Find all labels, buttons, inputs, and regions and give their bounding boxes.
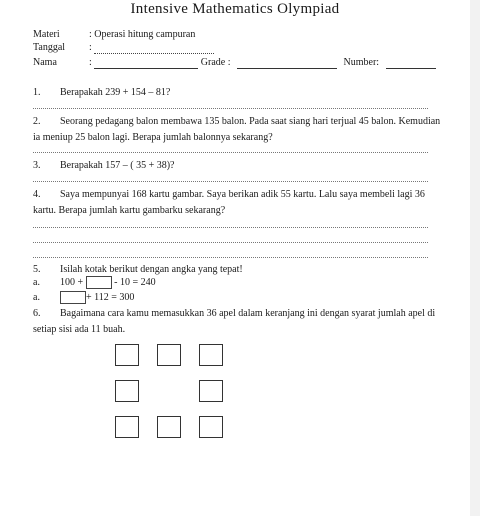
tanggal-colon: : [89,42,92,53]
question-text: Bagaimana cara kamu memasukkan 36 apel dalam keranjang ini dengan syarat jumlah apel di setiap sisi ada 11 buah. [33,308,436,335]
answer-line[interactable] [33,108,428,109]
question-text: Berapakah 157 – ( 35 + 38)? [60,160,175,171]
question-text: Berapakah 239 + 154 – 81? [60,87,171,98]
basket-box-top-middle[interactable] [157,344,181,366]
question-text: Seorang pedagang balon membawa 135 balon. Pada saat siang hari terjual 45 balon. Kemudian ia meniup 25 balon lagi. Berapa jumlah balonnya sekarang? [33,116,441,143]
tanggal-label: Tanggal [33,42,66,53]
question-number: 4. [33,189,41,200]
nama-row [33,57,436,69]
basket-box-bottom-right[interactable] [199,416,223,438]
question-number: 5. [33,264,41,275]
answer-line[interactable] [33,242,428,243]
equation-a [33,276,156,290]
basket-box-top-right[interactable] [199,344,223,366]
question-text: Saya mempunyai 168 kartu gambar. Saya berikan adik 55 kartu. Lalu saya membeli lagi 36 kartu. Berapa jumlah kartu gambarku sekarang? [33,189,425,216]
materi-label: Materi [33,29,60,40]
question-text: Isilah kotak berikut dengan angka yang tepat! [60,264,243,275]
tanggal-row [33,42,214,54]
question-number: 1. [33,87,41,98]
answer-line[interactable] [33,181,428,182]
number-blank[interactable] [386,59,436,69]
question-6 [33,306,443,338]
materi-value: : Operasi hitung campuran [89,29,196,40]
question-3 [33,158,443,174]
answer-line[interactable] [33,227,428,228]
nama-label: Nama [33,57,57,68]
equation-right: - 10 = 240 [114,277,156,288]
answer-line[interactable] [33,152,428,153]
equation-label: a. [33,292,40,303]
basket-box-top-left[interactable] [115,344,139,366]
nama-colon: : [89,57,92,68]
question-number: 3. [33,160,41,171]
answer-box[interactable] [86,276,112,289]
question-number: 2. [33,116,41,127]
question-1 [33,85,443,101]
grade-label: Grade : [200,57,231,68]
basket-box-middle-right[interactable] [199,380,223,402]
materi-row [33,29,195,41]
grade-blank[interactable] [237,59,337,69]
question-number: 6. [33,308,41,319]
viewer-edge [470,0,480,516]
answer-box[interactable] [60,291,86,304]
number-label: Number: [343,57,380,68]
answer-line[interactable] [33,257,428,258]
page-title: Intensive Mathematics Olympiad [130,1,340,17]
equation-right: + 112 = 300 [86,292,135,303]
equation-left: 100 + [60,277,84,288]
tanggal-blank[interactable] [94,44,214,54]
equation-label: a. [33,277,40,288]
equation-b [33,291,134,305]
question-4 [33,187,443,219]
nama-blank[interactable] [94,59,198,69]
question-2 [33,114,443,146]
basket-box-middle-left[interactable] [115,380,139,402]
basket-box-bottom-middle[interactable] [157,416,181,438]
basket-box-bottom-left[interactable] [115,416,139,438]
